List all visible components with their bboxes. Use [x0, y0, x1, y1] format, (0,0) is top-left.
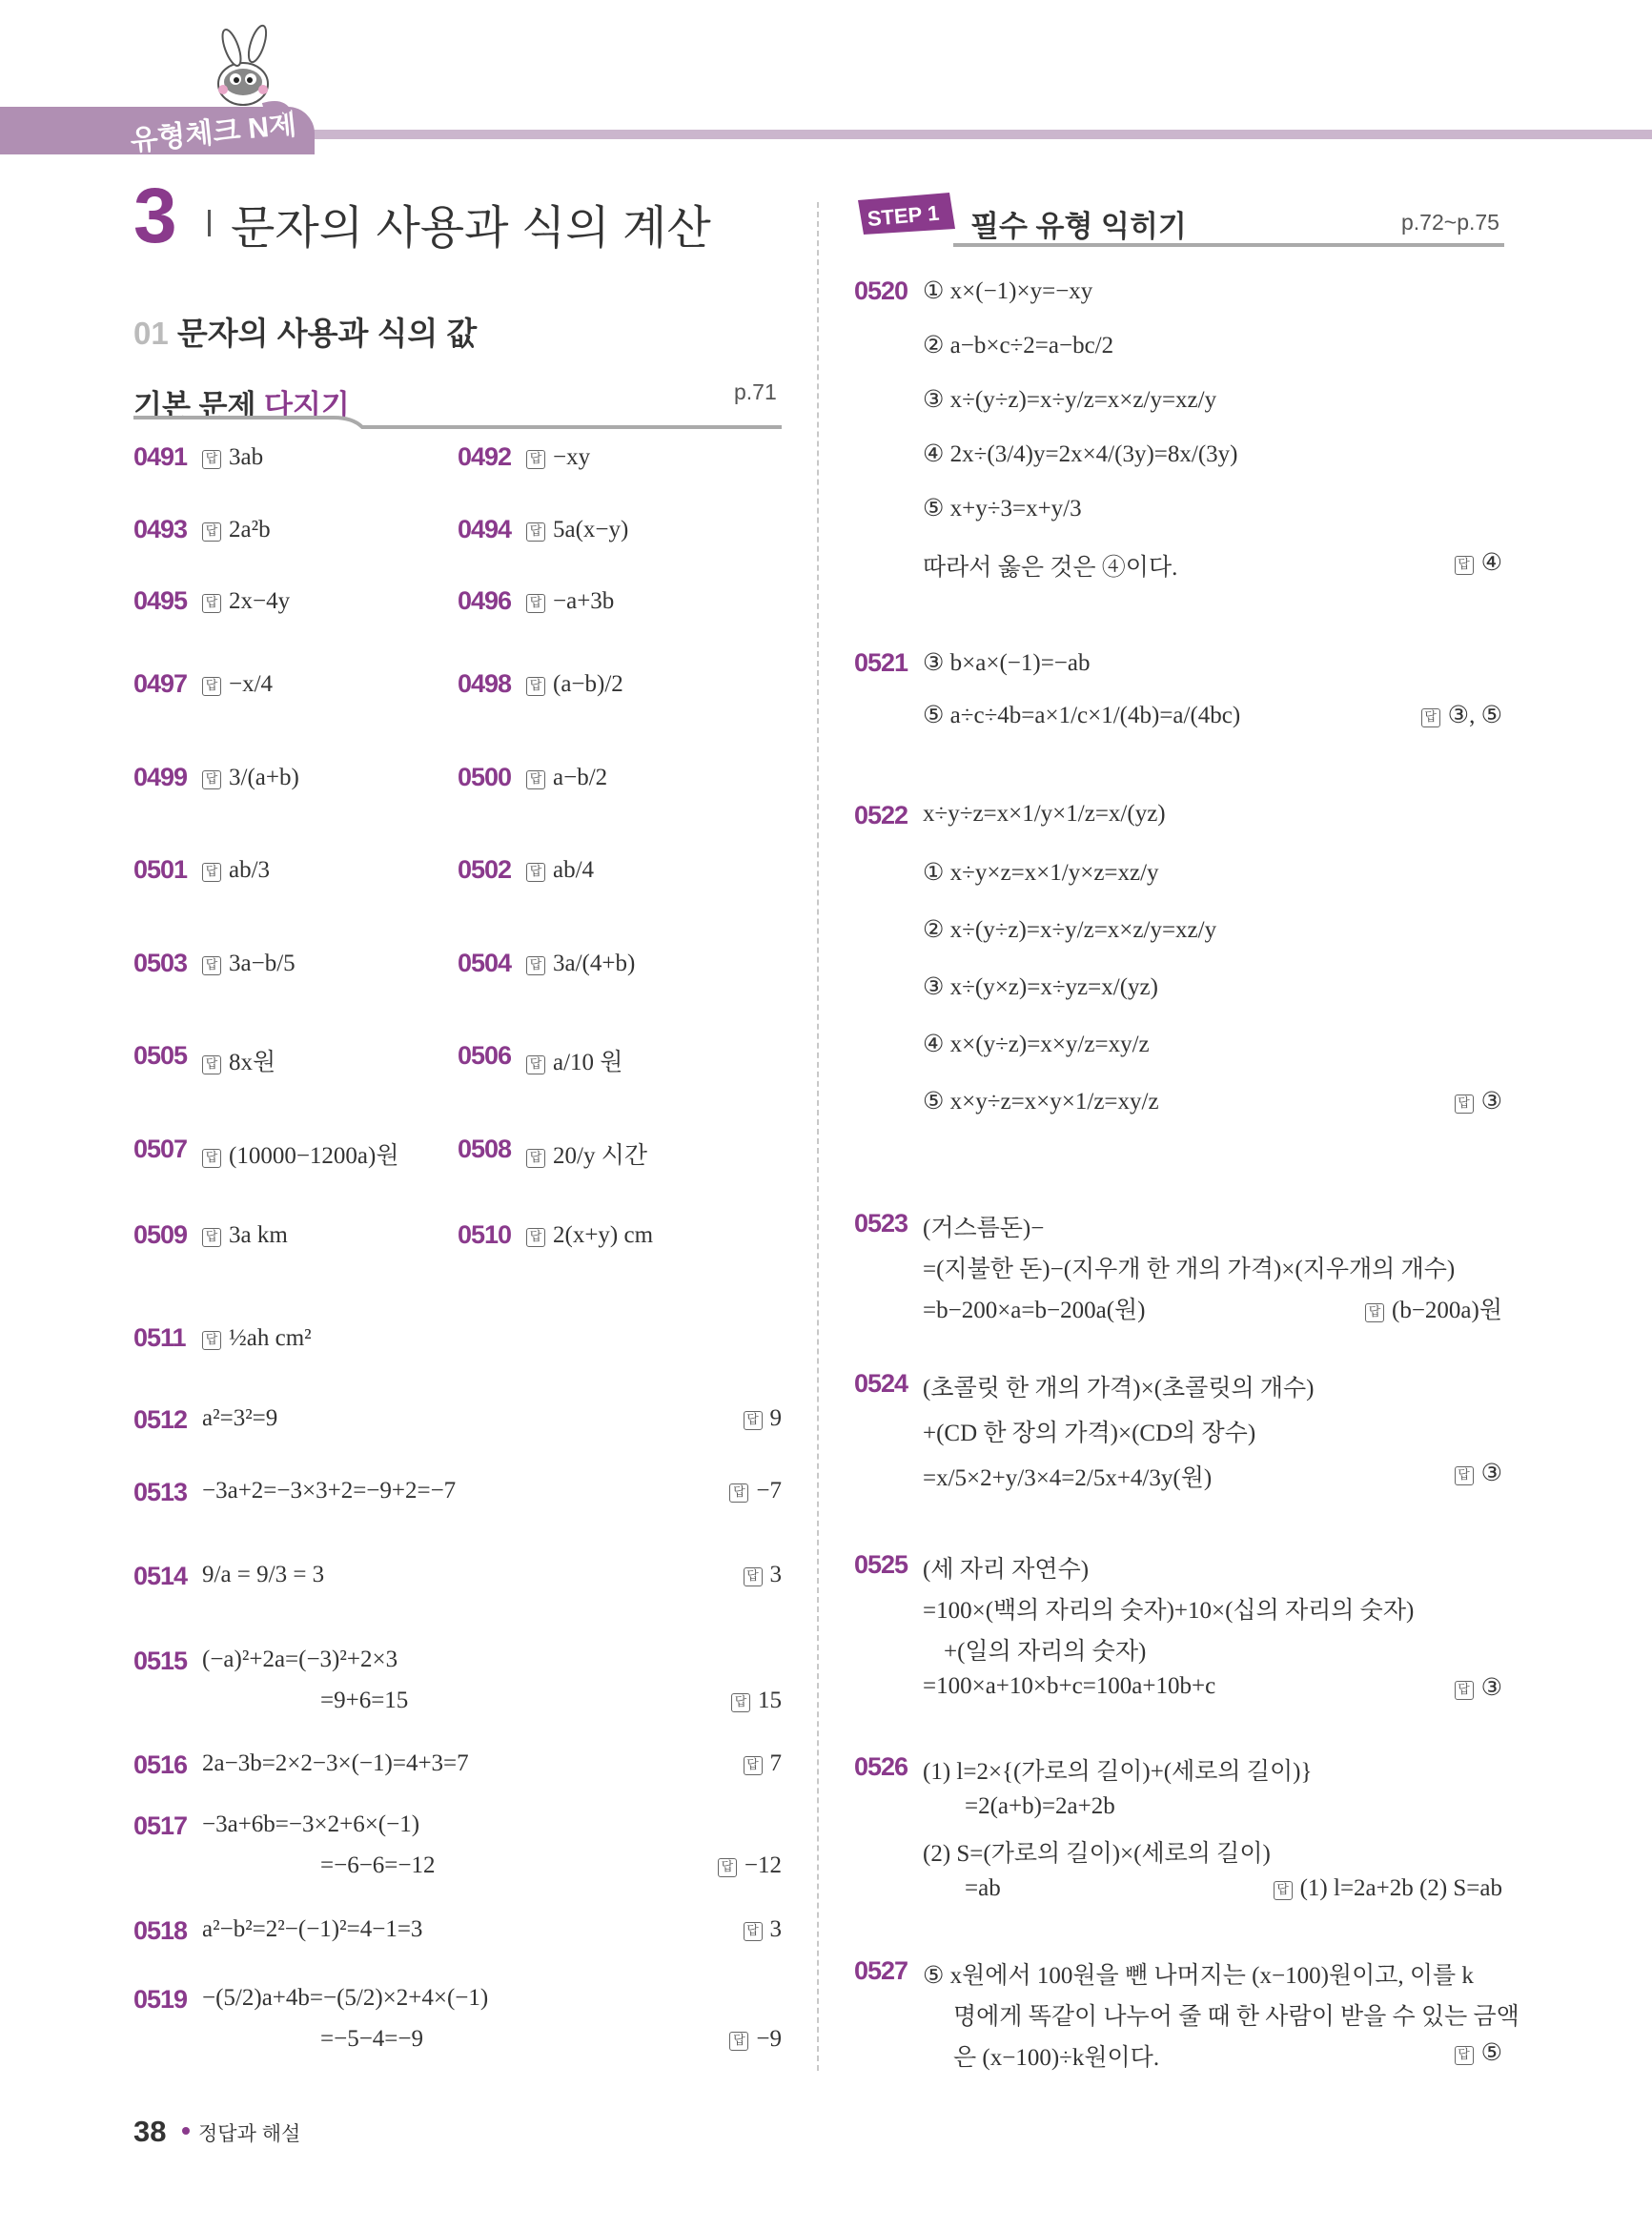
problem-number: 0525 [854, 1550, 908, 1579]
basic-title-part-b: 다지기 [264, 389, 350, 422]
answer-value [526, 1222, 653, 1249]
final-answer-text: ④ [1480, 550, 1502, 576]
answer-mark-icon: 답 [1365, 1303, 1384, 1322]
answer-mark-icon: 답 [1274, 1881, 1293, 1900]
problem-number: 0520 [854, 276, 908, 305]
answer-mark-icon: 답 [202, 1055, 221, 1074]
answer-mark-icon: 답 [526, 956, 545, 975]
header-tab-label: 유형체크 N제 [129, 108, 298, 158]
answer-mark-icon: 답 [526, 594, 545, 613]
answer-mark-icon: 답 [202, 594, 221, 613]
basic-title-part-a: 기본 문제 [133, 389, 265, 422]
answer-mark-icon: 답 [1455, 1466, 1474, 1485]
final-answer-text: −12 [744, 1852, 782, 1878]
final-answer [1365, 1291, 1502, 1325]
answer-mark-icon: 답 [202, 522, 221, 542]
svg-text:STEP 1: STEP 1 [866, 200, 941, 232]
solution-line: ⑤ x+y÷3=x+y/3 [923, 496, 1082, 522]
answer-value [526, 1136, 647, 1171]
final-answer-text: ⑤ [1480, 2040, 1502, 2066]
answer-value [526, 444, 590, 471]
solution-line: =100×a+10×b+c=100a+10b+c [923, 1673, 1216, 1699]
answer-value [202, 951, 296, 977]
answer-value [526, 765, 607, 791]
problem-number: 0524 [854, 1369, 908, 1398]
problem-number: 0522 [854, 801, 908, 829]
answer-text: a/10 원 [553, 1050, 623, 1075]
solution-line: (초콜릿 한 개의 가격)×(초콜릿의 개수) [923, 1376, 1315, 1401]
solution-line: (세 자리 자연수) [923, 1557, 1090, 1583]
answer-mark-icon: 답 [731, 1693, 750, 1712]
answer-mark-icon: 답 [526, 677, 545, 696]
answer-value [202, 1222, 288, 1249]
answer-mark-icon: 답 [202, 450, 221, 469]
final-answer-text: ③ [1480, 1675, 1502, 1701]
final-answer [731, 1688, 782, 1714]
final-answer-text: (1) l=2a+2b (2) S=ab [1299, 1875, 1502, 1901]
final-answer [1455, 548, 1502, 577]
problem-number: 0515 [133, 1647, 188, 1675]
solution-line: 9/a = 9/3 = 3 [202, 1562, 325, 1587]
solution-line: +(일의 자리의 숫자) [944, 1639, 1147, 1665]
final-answer [729, 2026, 782, 2053]
header-band-line [305, 130, 1652, 139]
solution-line: 따라서 옳은 것은 ④이다. [923, 555, 1178, 581]
answer-value [202, 444, 263, 471]
answer-text: 3a−b/5 [229, 951, 296, 976]
problem-number: 0511 [133, 1323, 186, 1352]
answer-mark-icon: 답 [744, 1567, 763, 1586]
chapter-separator [208, 210, 211, 236]
solution-line: =2(a+b)=2a+2b [965, 1793, 1115, 1819]
answer-value [202, 671, 273, 698]
solution-line: ⑤ x×y÷z=x×y×1/z=xy/z [923, 1089, 1159, 1115]
footer-label: 정답과 해설 [198, 2123, 301, 2145]
problem-number: 0509 [133, 1220, 188, 1249]
problem-number: 0506 [458, 1041, 512, 1070]
answer-mark-icon: 답 [526, 522, 545, 542]
answer-text: a−b/2 [553, 765, 608, 790]
final-answer-text: 3 [769, 1562, 782, 1587]
answer-text: (a−b)/2 [553, 671, 623, 697]
answer-mark-icon: 답 [202, 1331, 221, 1350]
answer-mark-icon: 답 [1455, 556, 1474, 575]
final-answer-text: 3 [769, 1916, 782, 1942]
solution-line: 명에게 똑같이 나누어 줄 때 한 사람이 받을 수 있는 금액 [953, 2004, 1519, 2030]
solution-line: +(CD 한 장의 가격)×(CD의 장수) [923, 1421, 1256, 1446]
problem-number: 0516 [133, 1750, 188, 1779]
problem-number: 0496 [458, 586, 512, 615]
solution-line: (−a)²+2a=(−3)²+2×3 [202, 1647, 398, 1672]
solution-line: =x/5×2+y/3×4=2/5x+4/3y(원) [923, 1465, 1213, 1491]
answer-value [202, 1136, 399, 1171]
answer-mark-icon: 답 [729, 1483, 748, 1503]
column-divider [817, 202, 819, 2071]
final-answer [1274, 1875, 1502, 1902]
final-answer [744, 1562, 783, 1588]
problem-number: 0510 [458, 1220, 512, 1249]
problem-number: 0513 [133, 1478, 188, 1506]
solution-line: ④ 2x÷(3/4)y=2x×4/(3y)=8x/(3y) [923, 441, 1238, 467]
step-heading-underline [953, 234, 1506, 253]
answer-text: ½ah cm² [229, 1325, 312, 1351]
solution-line: ⑤ a÷c÷4b=a×1/c×1/(4b)=a/(4bc) [923, 703, 1241, 728]
answer-mark-icon: 답 [729, 2032, 748, 2051]
solution-line: ① x÷y×z=x×1/y×z=xz/y [923, 860, 1159, 886]
answer-text: 3ab [229, 444, 264, 470]
final-answer [744, 1405, 783, 1432]
final-answer-text: 15 [758, 1688, 782, 1713]
answer-text: −a+3b [553, 588, 615, 614]
solution-line: =ab [965, 1875, 1001, 1901]
chapter-number: 3 [133, 173, 177, 259]
problem-number: 0491 [133, 442, 188, 471]
final-answer [1455, 1673, 1502, 1702]
answer-text: 2a²b [229, 517, 271, 542]
solution-line: ① x×(−1)×y=−xy [923, 278, 1093, 304]
chapter-title: 문자의 사용과 식의 계산 [231, 203, 711, 254]
answer-mark-icon: 답 [744, 1411, 763, 1430]
answer-mark-icon: 답 [202, 863, 221, 882]
solution-line: x÷y÷z=x×1/y×1/z=x/(yz) [923, 801, 1166, 827]
problem-number: 0492 [458, 442, 512, 471]
answer-value [202, 1325, 312, 1352]
answer-mark-icon: 답 [744, 1756, 763, 1775]
section-title-text: 문자의 사용과 식의 값 [176, 316, 478, 351]
final-answer-text: −7 [756, 1478, 782, 1504]
answer-value [526, 517, 628, 543]
answer-value [202, 517, 271, 543]
answer-text: 3a km [229, 1222, 288, 1248]
final-answer-text: −9 [756, 2026, 782, 2052]
problem-number: 0518 [133, 1916, 188, 1945]
final-answer-text: ③, ⑤ [1447, 703, 1502, 728]
answer-mark-icon: 답 [202, 677, 221, 696]
answer-value [202, 588, 290, 615]
final-answer [1455, 2038, 1502, 2067]
problem-number: 0494 [458, 515, 512, 543]
final-answer [718, 1852, 782, 1879]
problem-number: 0495 [133, 586, 188, 615]
solution-line: =100×(백의 자리의 숫자)+10×(십의 자리의 숫자) [923, 1598, 1415, 1624]
problem-number: 0521 [854, 648, 908, 677]
rabbit-mascot-icon [191, 19, 296, 124]
problem-number: 0523 [854, 1209, 908, 1238]
solution-line: ⑤ x원에서 100원을 뺀 나머지는 (x−100)원이고, 이를 k [923, 1963, 1474, 1989]
section-title [133, 309, 477, 354]
solution-line: (1) l=2×{(가로의 길이)+(세로의 길이)} [923, 1759, 1313, 1785]
answer-value [202, 1043, 275, 1077]
final-answer-text: 9 [769, 1405, 782, 1431]
answer-mark-icon: 답 [202, 1228, 221, 1247]
answer-text: 20/y 시간 [553, 1143, 647, 1169]
answer-mark-icon: 답 [1455, 1095, 1474, 1114]
answer-value [202, 765, 299, 791]
answer-mark-icon: 답 [744, 1922, 763, 1941]
basic-heading-underline [133, 400, 782, 429]
problem-number: 0519 [133, 1985, 188, 2014]
solution-line: a²−b²=2²−(−1)²=4−1=3 [202, 1916, 423, 1942]
answer-mark-icon: 답 [526, 1228, 545, 1247]
solution-line: ② a−b×c÷2=a−bc/2 [923, 333, 1114, 358]
footer-bullet [182, 2127, 190, 2135]
final-answer-text: 7 [769, 1750, 782, 1776]
answer-mark-icon: 답 [202, 770, 221, 789]
answer-text: 5a(x−y) [553, 517, 629, 542]
problem-number: 0526 [854, 1752, 908, 1781]
answer-mark-icon: 답 [526, 863, 545, 882]
answer-mark-icon: 답 [1455, 1681, 1474, 1700]
problem-number: 0514 [133, 1562, 188, 1590]
problem-number: 0503 [133, 949, 188, 977]
answer-value [526, 857, 594, 884]
solution-line: −3a+2=−3×3+2=−9+2=−7 [202, 1478, 457, 1504]
answer-value [526, 588, 614, 615]
step-title: 필수 유형 익히기 [970, 210, 1187, 243]
answer-mark-icon: 답 [526, 1055, 545, 1074]
step-1-badge [854, 191, 959, 236]
problem-number: 0517 [133, 1811, 188, 1840]
answer-text: 3/(a+b) [229, 765, 299, 790]
answer-text: 8x원 [229, 1050, 276, 1075]
problem-number: 0527 [854, 1956, 908, 1985]
solution-line: 2a−3b=2×2−3×(−1)=4+3=7 [202, 1750, 469, 1776]
solution-line: ③ x÷(y×z)=x÷yz=x/(yz) [923, 974, 1158, 1000]
problem-number: 0497 [133, 669, 188, 698]
answer-text: 2x−4y [229, 588, 291, 614]
solution-line: =b−200×a=b−200a(원) [923, 1298, 1146, 1323]
solution-line: =9+6=15 [320, 1688, 409, 1713]
problem-number: 0500 [458, 763, 512, 791]
problem-number: 0499 [133, 763, 188, 791]
final-answer [744, 1750, 783, 1777]
final-answer-text: ③ [1480, 1089, 1502, 1115]
solution-line: =(지불한 돈)−(지우개 한 개의 가격)×(지우개의 개수) [923, 1257, 1456, 1282]
problem-number: 0502 [458, 855, 512, 884]
final-answer [1455, 1459, 1502, 1487]
problem-number: 0493 [133, 515, 188, 543]
answer-text: (10000−1200a)원 [229, 1143, 399, 1169]
solution-line: a²=3²=9 [202, 1405, 278, 1431]
solution-line: (거스름돈)− [923, 1216, 1045, 1241]
solution-line: =−6−6=−12 [320, 1852, 436, 1878]
answer-mark-icon: 답 [202, 956, 221, 975]
problem-number: 0512 [133, 1405, 188, 1434]
answer-mark-icon: 답 [526, 1149, 545, 1168]
answer-mark-icon: 답 [526, 450, 545, 469]
answer-mark-icon: 답 [202, 1149, 221, 1168]
answer-value [526, 1043, 622, 1077]
solution-line: −(5/2)a+4b=−(5/2)×2+4×(−1) [202, 1985, 489, 2011]
solution-line: =−5−4=−9 [320, 2026, 423, 2052]
answer-value [526, 951, 635, 977]
answer-value [526, 671, 623, 698]
answer-text: −x/4 [229, 671, 274, 697]
final-answer-text: ③ [1480, 1461, 1502, 1486]
solution-line: ③ x÷(y÷z)=x÷y/z=x×z/y=xz/y [923, 387, 1217, 413]
footer-page-number: 38 [133, 2115, 167, 2148]
answer-text: −xy [553, 444, 591, 470]
step-page-ref: p.72~p.75 [1401, 210, 1499, 235]
solution-line: 은 (x−100)÷k원이다. [953, 2045, 1160, 2071]
problem-number: 0508 [458, 1135, 512, 1163]
answer-mark-icon: 답 [526, 770, 545, 789]
solution-line: ④ x×(y÷z)=x×y/z=xy/z [923, 1032, 1150, 1057]
solution-line: ② x÷(y÷z)=x÷y/z=x×z/y=xz/y [923, 917, 1217, 943]
final-answer [1455, 1087, 1502, 1115]
answer-text: 3a/(4+b) [553, 951, 636, 976]
final-answer [744, 1916, 783, 1943]
solution-line: ③ b×a×(−1)=−ab [923, 650, 1091, 676]
problem-number: 0504 [458, 949, 512, 977]
answer-mark-icon: 답 [718, 1858, 737, 1877]
solution-line: −3a+6b=−3×2+6×(−1) [202, 1811, 420, 1837]
problem-number: 0498 [458, 669, 512, 698]
final-answer [1421, 701, 1502, 729]
answer-mark-icon: 답 [1455, 2046, 1474, 2065]
answer-text: ab/4 [553, 857, 595, 883]
problem-number: 0505 [133, 1041, 188, 1070]
problem-number: 0507 [133, 1135, 188, 1163]
answer-value [202, 857, 270, 884]
final-answer [729, 1478, 782, 1504]
answer-text: ab/3 [229, 857, 271, 883]
final-answer-text: (b−200a)원 [1392, 1298, 1502, 1323]
solution-line: (2) S=(가로의 길이)×(세로의 길이) [923, 1841, 1271, 1867]
answer-text: 2(x+y) cm [553, 1222, 654, 1248]
basic-page-ref: p.71 [734, 379, 777, 404]
problem-number: 0501 [133, 855, 188, 884]
section-number: 01 [133, 316, 169, 351]
answer-mark-icon: 답 [1421, 708, 1440, 727]
